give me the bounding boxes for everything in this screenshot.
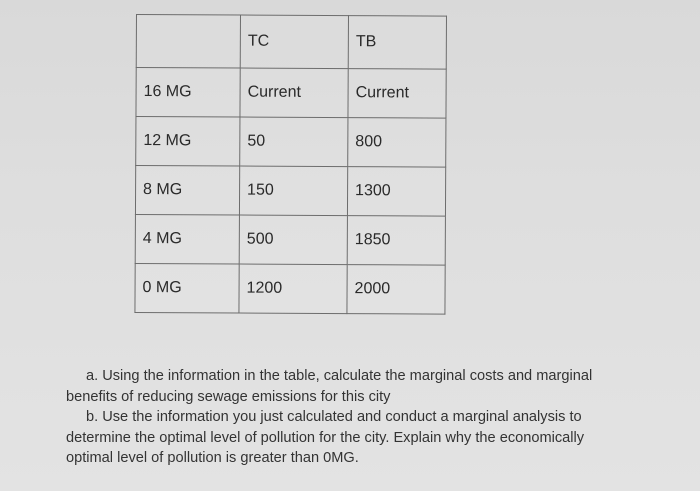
tc-cell: Current (240, 68, 348, 118)
tc-cell: 500 (239, 215, 347, 265)
question-a-line-2: benefits of reducing sewage emissions for this city (66, 388, 391, 405)
tb-cell: Current (348, 69, 446, 119)
table-row (135, 166, 445, 217)
level-cell: 12 MG (136, 117, 240, 167)
question-b-line-1: b. Use the information you just calculated and conduct a marginal analysis to (86, 409, 582, 425)
level-cell: 8 MG (135, 166, 239, 216)
table-row (135, 214, 445, 265)
level-cell: 0 MG (135, 263, 239, 313)
tc-cell: 1200 (239, 264, 347, 314)
cost-benefit-table (134, 14, 447, 315)
table-row (135, 263, 445, 314)
header-cell-blank (136, 15, 240, 69)
table-header-row (136, 15, 446, 70)
level-cell: 4 MG (135, 214, 239, 264)
question-b-line-2: determine the optimal level of pollution for the city. Explain why the economically (66, 429, 585, 446)
tb-cell: 1850 (347, 216, 445, 266)
tb-cell: 2000 (347, 265, 445, 315)
tb-cell: 800 (348, 118, 446, 168)
tc-cell: 50 (240, 117, 348, 167)
question-text-block (66, 366, 696, 469)
question-b-line-3: optimal level of pollution is greater than 0MG. (66, 450, 359, 466)
table-row (136, 117, 446, 168)
tb-cell: 1300 (347, 167, 445, 217)
question-a-line-1: a. Using the information in the table, calculate the marginal costs and marginal (86, 368, 593, 384)
tc-cell: 150 (239, 166, 347, 216)
level-cell: 16 MG (136, 68, 240, 118)
header-cell-tb: TB (348, 16, 446, 70)
header-cell-tc: TC (240, 15, 348, 69)
table-row (136, 68, 446, 119)
